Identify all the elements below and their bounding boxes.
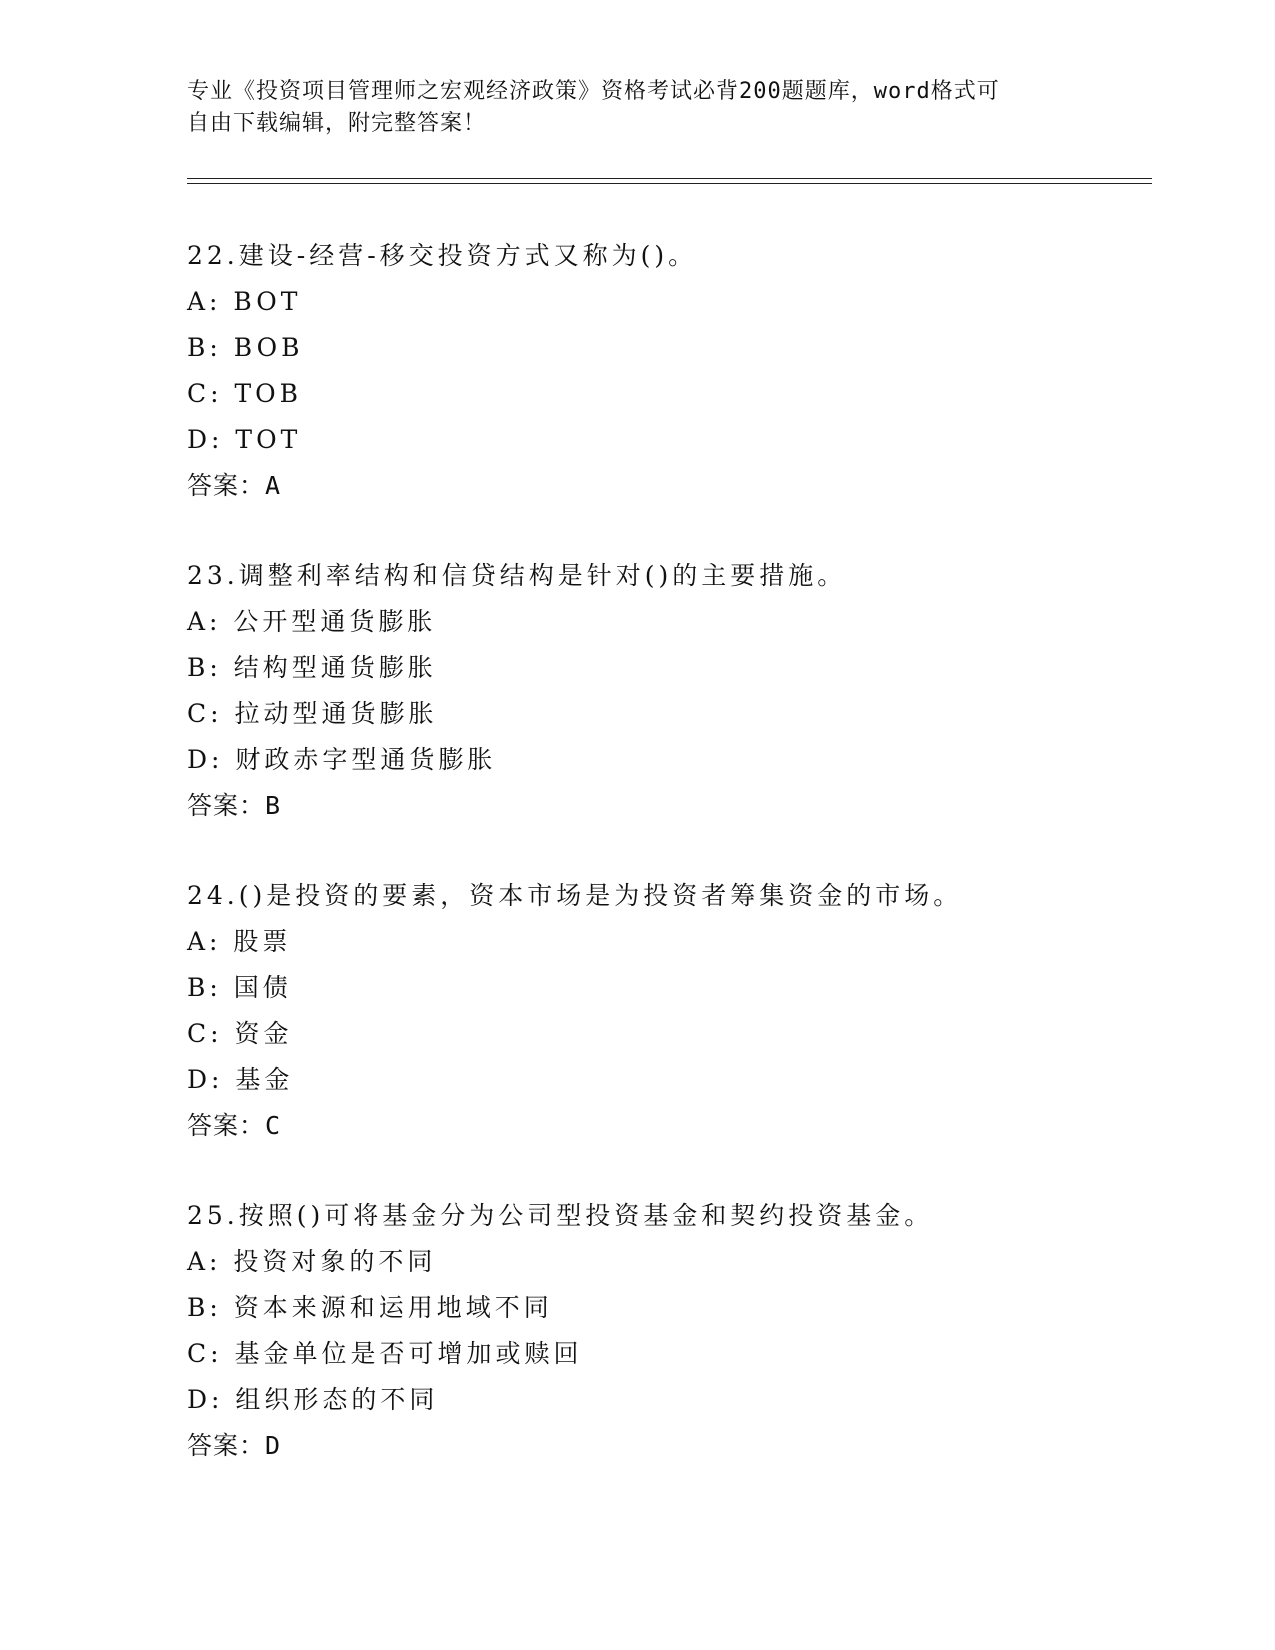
answer: 答案：C xyxy=(187,1111,282,1140)
header-line-1: 专业《投资项目管理师之宏观经济政策》资格考试必背200题题库，word格式可 xyxy=(187,79,1000,104)
option-a: A: 投资对象的不同 xyxy=(187,1247,437,1276)
answer: 答案：A xyxy=(187,471,282,500)
question-title: 24.()是投资的要素，资本市场是为投资者筹集资金的市场。 xyxy=(187,881,963,910)
question-list xyxy=(187,233,1147,1513)
document-header xyxy=(187,76,1067,140)
option-a: A: 公开型通货膨胀 xyxy=(187,607,437,636)
header-divider-top xyxy=(187,178,1152,179)
question-22 xyxy=(187,233,1147,553)
option-a: A: 股票 xyxy=(187,927,292,956)
option-c: C: TOB xyxy=(187,379,303,408)
answer: 答案：B xyxy=(187,791,282,820)
option-b: B: 资本来源和运用地域不同 xyxy=(187,1293,553,1322)
question-title: 23.调整利率结构和信贷结构是针对()的主要措施。 xyxy=(187,561,847,590)
question-title: 25.按照()可将基金分为公司型投资基金和契约投资基金。 xyxy=(187,1201,934,1230)
option-c: C: 拉动型通货膨胀 xyxy=(187,699,438,728)
option-c: C: 基金单位是否可增加或赎回 xyxy=(187,1339,583,1368)
option-d: D: 组织形态的不同 xyxy=(187,1385,439,1414)
question-title: 22.建设-经营-移交投资方式又称为()。 xyxy=(187,241,698,270)
answer: 答案：D xyxy=(187,1431,282,1460)
question-23 xyxy=(187,553,1147,873)
question-25 xyxy=(187,1193,1147,1513)
header-line-2: 自由下载编辑，附完整答案！ xyxy=(187,111,487,136)
option-d: D: 财政赤字型通货膨胀 xyxy=(187,745,497,774)
option-b: B: 国债 xyxy=(187,973,292,1002)
option-d: D: 基金 xyxy=(187,1065,294,1094)
option-a: A: BOT xyxy=(187,287,302,316)
question-24 xyxy=(187,873,1147,1193)
option-b: B: 结构型通货膨胀 xyxy=(187,653,437,682)
option-c: C: 资金 xyxy=(187,1019,293,1048)
option-d: D: TOT xyxy=(187,425,302,454)
option-b: B: BOB xyxy=(187,333,304,362)
header-divider-bottom xyxy=(187,183,1152,184)
